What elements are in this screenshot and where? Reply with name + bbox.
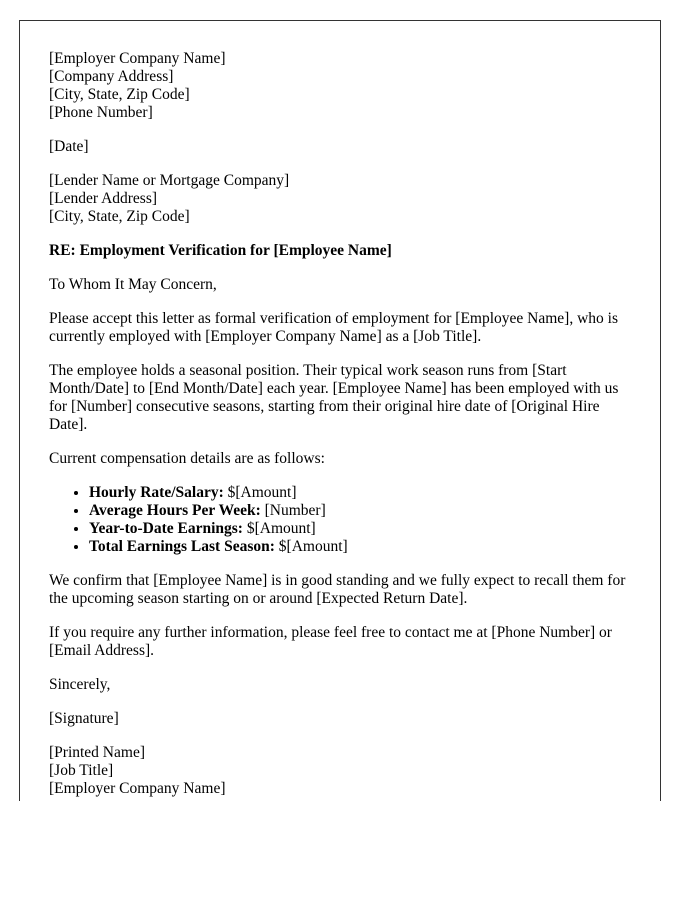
closing: Sincerely,: [49, 676, 111, 693]
sender-address: [49, 50, 634, 122]
sender-company: [Employer Company Name]: [49, 50, 226, 67]
sender-city-state-zip: [City, State, Zip Code]: [49, 86, 190, 103]
recipient-address: [49, 172, 634, 226]
compensation-value: $[Amount]: [242, 520, 316, 537]
subject-line: RE: Employment Verification for [Employee Name]: [49, 242, 392, 259]
salutation: To Whom It May Concern,: [49, 276, 217, 293]
compensation-intro: Current compensation details are as follows:: [49, 450, 325, 467]
signer-printed-name: [Printed Name]: [49, 744, 145, 761]
intro-paragraph: Please accept this letter as formal verification of employment for [Employee Name], who is currently employed with [Employer Company Name] as a [Job Title].: [49, 310, 618, 345]
compensation-item: [89, 502, 634, 520]
standing-paragraph: We confirm that [Employee Name] is in good standing and we fully expect to recall them for the upcoming season starting on or around [Expected Return Date].: [49, 572, 626, 607]
letter-page: [19, 20, 661, 801]
recipient-street: [Lender Address]: [49, 190, 158, 207]
compensation-value: $[Amount]: [223, 484, 297, 501]
signer-block: [49, 744, 634, 798]
sender-phone: [Phone Number]: [49, 104, 153, 121]
signer-company: [Employer Company Name]: [49, 780, 226, 797]
compensation-value: [Number]: [260, 502, 326, 519]
signature-placeholder: [Signature]: [49, 710, 119, 727]
compensation-item: [89, 484, 634, 502]
contact-paragraph: If you require any further information, please feel free to contact me at [Phone Number] or [Email Address].: [49, 624, 612, 659]
compensation-item: [89, 520, 634, 538]
compensation-label: Hourly Rate/Salary:: [89, 484, 224, 501]
compensation-label: Average Hours Per Week:: [89, 502, 261, 519]
seasonal-paragraph: The employee holds a seasonal position. Their typical work season runs from [Start Month/Date] to [End Month/Date] each year. [Employee Name] has been employed with us for [Number] consecutive seasons, starting from their original hire date of [Original Hire Date].: [49, 362, 619, 433]
compensation-label: Total Earnings Last Season:: [89, 538, 275, 555]
sender-street: [Company Address]: [49, 68, 174, 85]
compensation-list: [49, 484, 634, 556]
compensation-value: $[Amount]: [274, 538, 348, 555]
letter-body: [49, 50, 634, 798]
signer-job-title: [Job Title]: [49, 762, 114, 779]
recipient-city-state-zip: [City, State, Zip Code]: [49, 208, 190, 225]
compensation-label: Year-to-Date Earnings:: [89, 520, 243, 537]
recipient-name: [Lender Name or Mortgage Company]: [49, 172, 290, 189]
compensation-item: [89, 538, 634, 556]
letter-date: [Date]: [49, 138, 89, 155]
